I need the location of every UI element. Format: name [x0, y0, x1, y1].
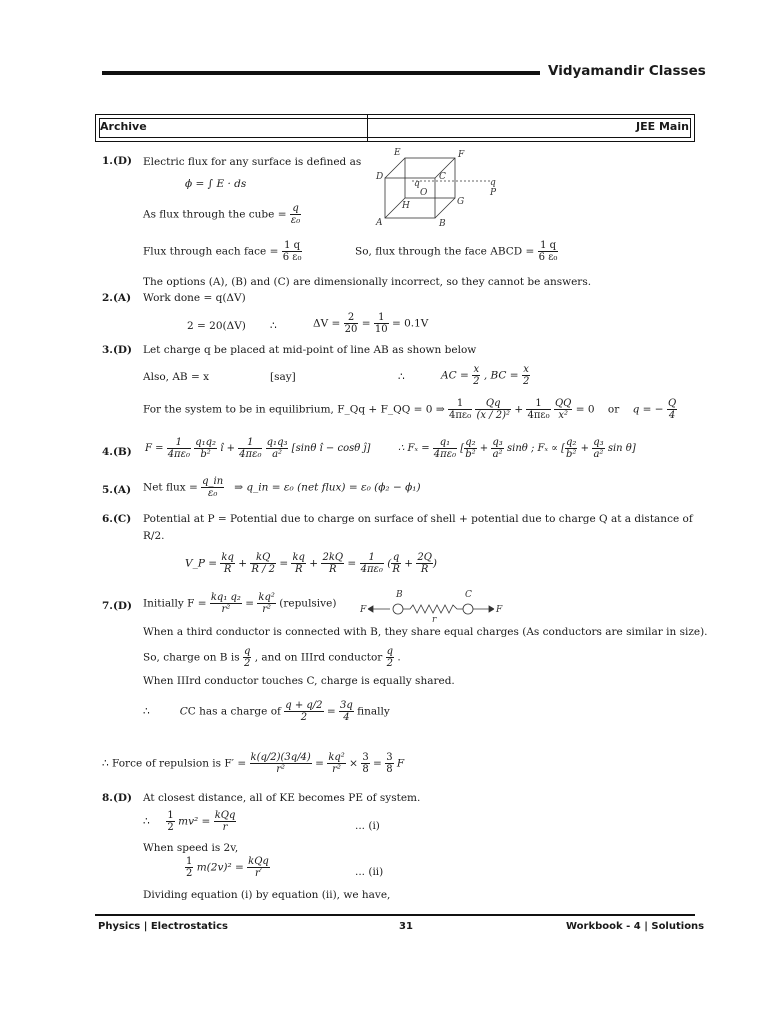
q1-frac: $\frac{q}{\text{ε₀}}$ [290, 203, 301, 226]
q8-frac-3: $\frac{1}{2}$ [186, 856, 193, 879]
q3-q: q = − [632, 403, 664, 416]
q7-fig-f-right: F [496, 605, 503, 615]
q6-frac-4: $\frac{2kQ}{R}$ [322, 552, 344, 575]
q2-frac-2: $\frac{1}{10}$ [374, 312, 388, 335]
q3-eq-zero: = 0 [575, 403, 595, 416]
q7-frac-3: $\frac{q}{2}$ [243, 646, 251, 669]
q7-c: C [179, 705, 188, 718]
q3-line2: Also, AB = x [143, 371, 210, 383]
q4-frac-9: $\frac{\text{q₃}}{\text{a²}}$ [593, 437, 604, 460]
q5-line [143, 476, 421, 499]
q7-line1 [143, 592, 336, 615]
q5-number: 5.(A) [102, 484, 132, 496]
cube-label-e: E [394, 148, 401, 158]
q3-line3 [143, 398, 677, 421]
q7-therefore: ∴ [143, 705, 150, 718]
q8-frac-2: $\frac{\text{kQq}}{r}$ [214, 810, 236, 833]
q3-line3-text: For the system to be in equilibrium, F_Qq + F_QQ = 0 ⇒ [143, 403, 445, 416]
q8-eq-ii: ... (ii) [355, 866, 384, 878]
q4-frac-3: $\frac{1}{\text{4πε₀}}$ [239, 437, 262, 460]
q1-frac-abcd: $\frac{1 q}{\text{6 ε₀}}$ [538, 240, 558, 263]
cube-label-o: O [420, 188, 428, 198]
section-box-divider [367, 115, 368, 141]
q2-therefore: ∴ [270, 320, 277, 332]
q6-frac-7: $\frac{2Q}{R}$ [417, 552, 432, 575]
q4-frac-5: $\frac{\text{q₁}}{\text{4πε₀}}$ [433, 437, 457, 460]
q3-frac-ac: $\frac{x}{2}$ [473, 364, 480, 387]
q7-frac-10: $\frac{3}{8}$ [386, 752, 393, 775]
cube-label-q2: q [490, 178, 496, 188]
q3-ac-bc [441, 364, 530, 387]
q7-fig-b: B [396, 590, 403, 600]
q4-f: F = [145, 443, 164, 454]
q4-plus1: + [479, 443, 489, 454]
q8-ke2: m(2v)² = [196, 861, 244, 874]
q7-frac-9: $\frac{3}{8}$ [362, 752, 369, 775]
q1-line1: Electric flux for any surface is defined as [143, 156, 362, 168]
q2-value: = 0.1V [391, 317, 429, 330]
q7-frac-2: $\frac{\text{kq²}}{\text{r²}}$ [258, 592, 275, 615]
q7-eq: = [245, 597, 255, 610]
section-box-inner [99, 118, 691, 138]
q8-line5: Dividing equation (i) by equation (ii), we have, [143, 889, 391, 901]
q2-frac-1: $\frac{2}{20}$ [344, 312, 358, 335]
q6-vp: V_P = [185, 557, 218, 570]
q6-plus3: + [404, 557, 414, 570]
q3-frac-a: $\frac{1}{\text{4πε₀}}$ [448, 398, 472, 421]
q7-eq2: = [326, 705, 336, 718]
q2-line2: 2 = 20(ΔV) [187, 320, 246, 332]
q7-line6 [102, 752, 404, 775]
q4-sin1: sinθ ; Fₓ ∝ [506, 443, 558, 454]
q7-initially: Initially F = [143, 597, 207, 610]
q3-frac-d: $\frac{QQ}{\text{x²}}$ [554, 398, 572, 421]
q3-bc: , BC = [483, 369, 519, 382]
cube-label-g: G [457, 197, 465, 207]
brand-title: Vidyamandir Classes [548, 63, 706, 79]
q4-number: 4.(B) [102, 446, 132, 458]
q6-line1: Potential at P = Potential due to charge on surface of shell + potential due to charge Q at a distance of [143, 513, 693, 525]
q7-finally: finally [357, 705, 390, 718]
q7-times: × [349, 757, 358, 770]
q7-line3-mid: , and on IIIrd conductor [254, 651, 383, 664]
q4-plus2: + [580, 443, 590, 454]
q7-repulsive: (repulsive) [279, 597, 337, 610]
q1-flux-formula: ϕ = ∫ E · ds [185, 178, 247, 190]
q7-f: F [396, 757, 405, 770]
q3-frac-b: $\frac{Qq}{\text{(x / 2)²}}$ [476, 398, 510, 421]
q4-fx-lhs: ∴ Fₓ = [398, 443, 430, 454]
q6-number: 6.(C) [102, 513, 132, 525]
q7-frac-8: $\frac{\text{kq²}}{\text{r²}}$ [328, 752, 345, 775]
q5-netflux: Net flux = [143, 481, 198, 494]
footer-rule [95, 914, 695, 916]
q8-therefore: ∴ [143, 815, 150, 828]
box-label-exam: JEE Main [636, 120, 689, 133]
q7-fig-c: C [465, 590, 472, 600]
q3-therefore: ∴ [398, 371, 405, 383]
q7-number: 7.(D) [102, 600, 133, 612]
q4-frac-7: $\frac{\text{q₃}}{\text{a²}}$ [492, 437, 503, 460]
q8-eq-i: ... (i) [355, 820, 380, 832]
q2-number: 2.(A) [102, 292, 132, 304]
cube-label-p: P [490, 188, 497, 198]
q3-line1: Let charge q be placed at mid-point of line AB as shown below [143, 344, 477, 356]
header-rule [102, 71, 540, 75]
q1-line4b [355, 240, 558, 263]
q2-result [313, 312, 428, 335]
q4-fx: ∴ Fₓ = $\frac{\text{q₁}}{\text{4πε₀}}$ [ $\frac{\text{q₂}}{\text{b²}}$ + $\frac{\text{q₃}}{\text{a²}}$ sinθ ; Fₓ ∝ [ $\frac{\text{q₂}}{\text{b²}}$ + $\frac{\text{q₃}}{\text{a²}}$ sin θ] [398, 437, 636, 460]
q7-line4: When IIIrd conductor touches C, charge is equally shared. [143, 675, 455, 687]
q7-frac-6: $\frac{3q}{4}$ [340, 700, 353, 723]
q7-c-charge: C has a charge of [187, 705, 281, 718]
q7-eq3: = [315, 757, 324, 770]
q4-frac-2: $\frac{\text{q₁q₂}}{\text{b²}}$ [195, 437, 217, 460]
q6-frac-3: $\frac{kq}{R}$ [292, 552, 305, 575]
q7-spring-figure [360, 588, 505, 624]
q7-fig-r: r [432, 615, 437, 624]
q1-line5: The options (A), (B) and (C) are dimensionally incorrect, so they cannot be answers. [143, 276, 592, 288]
q6-line2: R/2. [143, 530, 165, 542]
q8-frac-1: $\frac{1}{2}$ [167, 810, 174, 833]
q7-eq4: = [373, 757, 382, 770]
q8-line2 [143, 810, 236, 833]
q2-eq: = [361, 317, 371, 330]
q1-line4-text: Flux through each face = [143, 245, 279, 258]
q1-line3 [143, 203, 301, 226]
q4-bracket: [sinθ î − cosθ ĵ] [291, 443, 371, 454]
box-label-archive: Archive [100, 120, 147, 133]
q8-ke: mv² = [178, 815, 211, 828]
cube-label-a: A [376, 218, 383, 228]
q7-force-text: ∴ Force of repulsion is F′ = [102, 757, 247, 770]
q6-plus1: + [238, 557, 248, 570]
q4-frac-6: $\frac{\text{q₂}}{\text{b²}}$ [465, 437, 476, 460]
q4-frac-8: $\frac{\text{q₂}}{\text{b²}}$ [566, 437, 577, 460]
q7-line3 [143, 646, 401, 669]
q4-frac-1: $\frac{1}{\text{4πε₀}}$ [167, 437, 190, 460]
q6-frac-2: $\frac{kQ}{R / 2}$ [251, 552, 275, 575]
q8-frac-4: $\frac{\text{kQq}}{r'}$ [248, 856, 269, 879]
q6-plus2: + [309, 557, 319, 570]
q4-frac-4: $\frac{\text{q₁q₃}}{\text{a²}}$ [266, 437, 288, 460]
q3-number: 3.(D) [102, 344, 133, 356]
q7-frac-5: $\frac{q + q/2}{2}$ [285, 700, 323, 723]
q3-frac-c: $\frac{1}{\text{4πε₀}}$ [527, 398, 550, 421]
cube-label-b: B [439, 219, 446, 229]
q3-ac: AC = [441, 369, 469, 382]
q5-result: ⇒ q_in = ε₀ (net flux) = ε₀ (ϕ₂ − ϕ₁) [234, 481, 421, 494]
q1-frac-face: $\frac{1 q}{\text{6 ε₀}}$ [282, 240, 302, 263]
cube-label-d: D [376, 172, 384, 182]
q6-frac-5: $\frac{1}{\text{4πε₀}}$ [360, 552, 383, 575]
q7-frac-7: $\frac{k(q/2)(3q/4)}{\text{r²}}$ [250, 752, 311, 775]
section-box [95, 114, 695, 142]
q8-number: 8.(D) [102, 792, 133, 804]
cube-label-q1: q [414, 179, 420, 189]
footer-page-number: 31 [399, 921, 413, 932]
q1-number: 1.(D) [102, 155, 133, 167]
q6-eq1: = [279, 557, 289, 570]
q7-line5 [143, 700, 390, 723]
cube-label-c: C [439, 172, 446, 182]
q1-line4b-text: So, flux through the face ABCD = [355, 245, 535, 258]
q7-line3-text: So, charge on B is [143, 651, 240, 664]
q7-line3-end: . [397, 651, 401, 664]
q2-line1: Work done = q(ΔV) [143, 292, 246, 304]
q3-or: or [607, 403, 620, 416]
q7-frac-1: $\frac{\text{kq₁ q₂}}{\text{r²}}$ [210, 592, 241, 615]
cube-label-h: H [402, 201, 410, 211]
q5-frac: $\frac{q\_in}{\text{ε₀}}$ [202, 476, 224, 499]
q8-line3: When speed is 2v, [143, 842, 239, 854]
cube-figure [372, 146, 502, 230]
q8-line1: At closest distance, all of KE becomes PE of system. [143, 792, 421, 804]
q3-plus: + [514, 403, 524, 416]
q6-eq2: = [347, 557, 357, 570]
q4-sin2: sin θ [607, 443, 632, 454]
q4-force [145, 437, 370, 460]
q7-line2: When a third conductor is connected with B, they share equal charges (As conductors are similar in size). [143, 626, 708, 638]
q1-line4 [143, 240, 302, 263]
q4-i: î + [220, 443, 235, 454]
q7-frac-4: $\frac{q}{2}$ [386, 646, 394, 669]
q1-line3-text: As flux through the cube = [143, 208, 287, 221]
footer-subject: Physics | Electrostatics [98, 921, 228, 932]
q3-say: [say] [270, 371, 296, 383]
q6-frac-6: $\frac{q}{R}$ [392, 552, 400, 575]
q6-potential: V_P = $\frac{kq}{R}$ + $\frac{kQ}{R / 2}$ = $\frac{kq}{R}$ + $\frac{2kQ}{R}$ = $\frac{1}{\text{4πε₀}}$ ( $\frac{q}{R}$ + $\frac{2Q}{R}$ ) [185, 552, 438, 575]
q2-result-lhs: ΔV = [313, 317, 341, 330]
cube-label-f: F [458, 150, 465, 160]
footer-workbook: Workbook - 4 | Solutions [566, 921, 705, 932]
q7-fig-f-left: F [360, 605, 367, 615]
q3-frac-bc: $\frac{x}{2}$ [522, 364, 530, 387]
q8-line4 [185, 856, 270, 879]
q6-frac-1: $\frac{kq}{R}$ [221, 552, 234, 575]
q3-frac-q: $\frac{Q}{4}$ [667, 398, 677, 421]
